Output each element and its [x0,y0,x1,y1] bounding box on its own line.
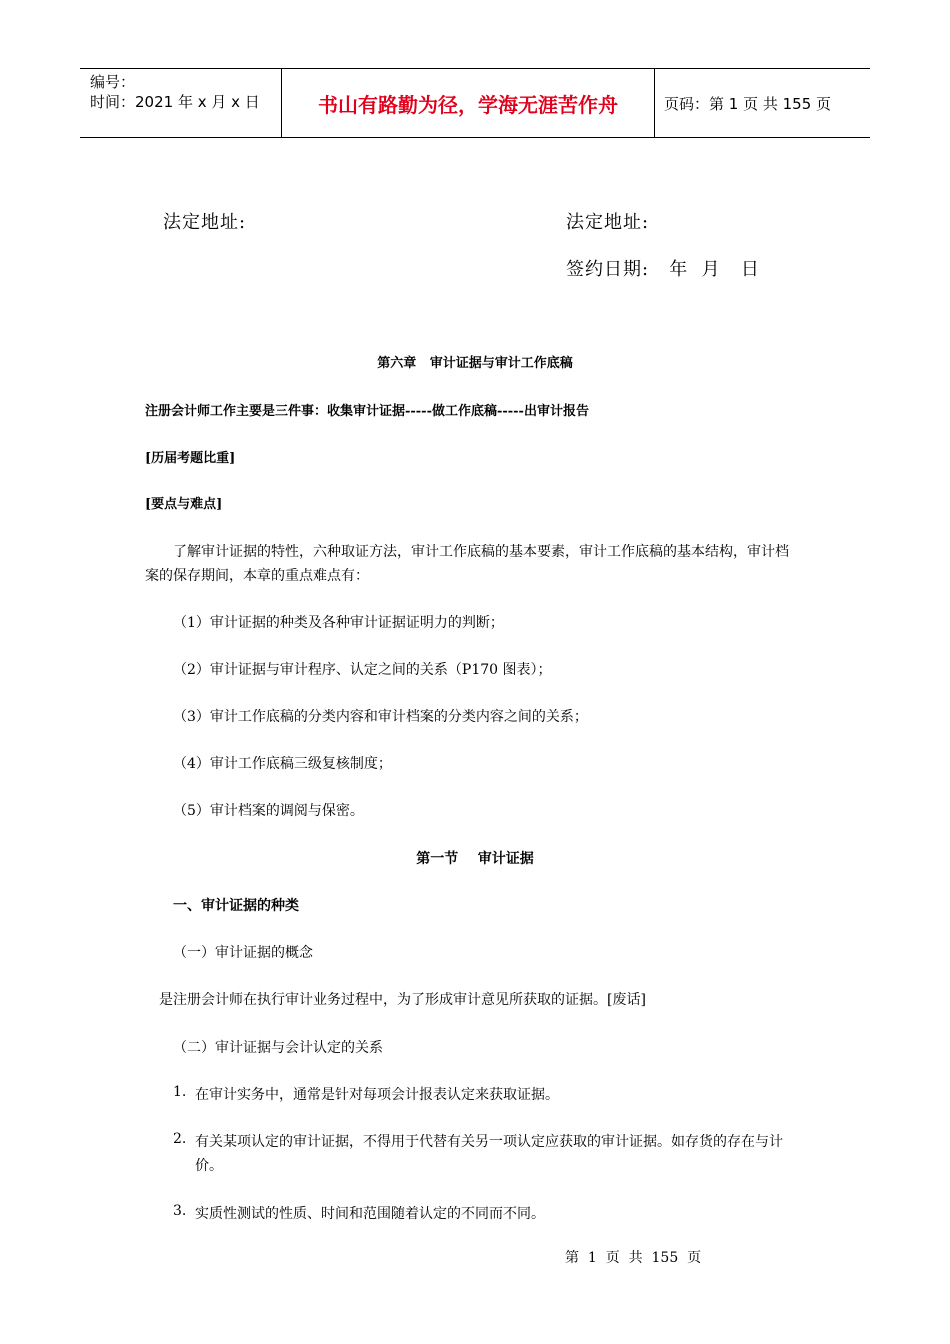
intro-statement: 注册会计师工作主要是三件事：收集审计证据-----做工作底稿-----出审计报告 [145,404,589,419]
time-label: 时间：2021 年 x 月 x 日 [90,93,260,111]
heading-types: 一、审计证据的种类 [173,898,299,914]
key-point-item: （4）审计工作底稿三级复核制度； [173,756,392,772]
subheading-concept: （一）审计证据的概念 [173,945,313,961]
header-divider [654,69,655,137]
numbered-item-number: 2. [173,1131,187,1147]
definition-text: 是注册会计师在执行审计业务过程中，为了形成审计意见所获取的证据。[废话] [159,992,646,1008]
header-page-info: 页码：第 1 页 共 155 页 [664,95,832,113]
sign-date: 签约日期: 年 月 日 [566,259,760,280]
section-key-points: [要点与难点] [145,497,223,512]
header-meta [90,72,260,112]
key-point-item: （1）审计证据的种类及各种审计证据证明力的判断； [173,615,504,631]
header-motto: 书山有路勤为径，学海无涯苦作舟 [318,92,618,117]
left-address: 法定地址: [163,212,247,233]
subheading-relation: （二）审计证据与会计认定的关系 [173,1040,383,1056]
page-footer: 第 1 页 共 155 页 [565,1250,702,1266]
summary-line: 案的保存期间，本章的重点难点有： [145,568,369,584]
key-point-item: （5）审计档案的调阅与保密。 [173,803,364,819]
number-label: 编号： [90,73,136,91]
right-address: 法定地址: [566,212,650,233]
key-point-item: （3）审计工作底稿的分类内容和审计档案的分类内容之间的关系； [173,709,588,725]
chapter-title: 第六章 审计证据与审计工作底稿 [377,356,573,371]
key-point-item: （2）审计证据与审计程序、认定之间的关系（P170 图表）； [173,662,552,678]
section1-title: 第一节 审计证据 [416,851,534,867]
section-past-exams: [历届考题比重] [145,451,236,466]
numbered-item-text: 有关某项认定的审计证据，不得用于代替有关另一项认定应获取的审计证据。如存货的存在与计 [195,1134,783,1150]
numbered-item-number: 3. [173,1203,187,1219]
numbered-item-text: 实质性测试的性质、时间和范围随着认定的不同而不同。 [195,1206,545,1222]
numbered-item-text: 在审计实务中，通常是针对每项会计报表认定来获取证据。 [195,1087,559,1103]
summary-line: 了解审计证据的特性，六种取证方法，审计工作底稿的基本要素，审计工作底稿的基本结构，审计档 [173,544,789,560]
numbered-item-number: 1. [173,1084,187,1100]
numbered-item-text: 价。 [195,1158,223,1174]
header-table [80,68,870,138]
